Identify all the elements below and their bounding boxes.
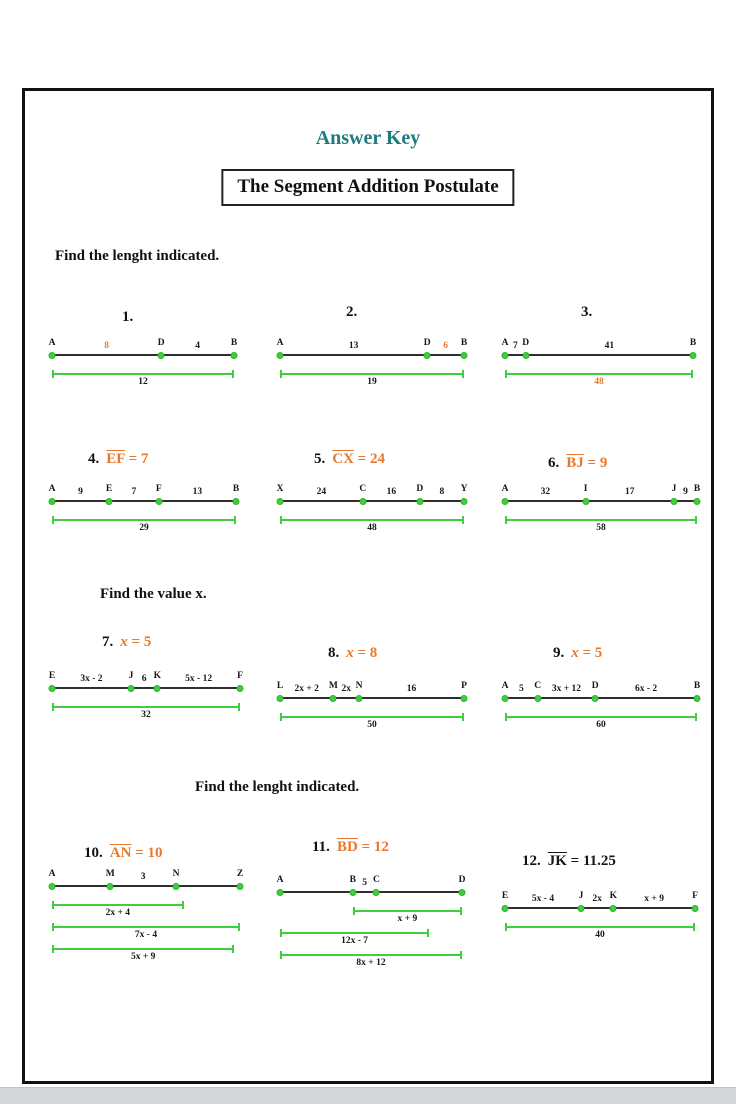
point-label: F	[692, 891, 698, 901]
measure-line	[52, 926, 240, 928]
problem-10-label	[84, 845, 162, 862]
segment-length-label: 24	[316, 487, 327, 497]
answer-value: = 5	[578, 645, 603, 661]
measure-line	[52, 373, 234, 375]
answer-value: = 7	[124, 451, 149, 467]
point-dot	[277, 889, 284, 896]
point-dot	[233, 498, 240, 505]
point-dot	[107, 883, 114, 890]
point-dot	[356, 695, 363, 702]
segment-length-label: 8	[439, 487, 445, 497]
answer-segment: $\overline{CX}$	[332, 451, 354, 467]
point-label: J	[128, 671, 134, 681]
problem-8	[276, 645, 467, 790]
point-dot	[359, 498, 366, 505]
point-label: A	[501, 338, 509, 348]
point-dot	[349, 889, 356, 896]
point-dot	[237, 883, 244, 890]
answer-value: = 9	[583, 455, 608, 471]
measure-line	[280, 954, 462, 956]
measure-line	[52, 904, 184, 906]
problem-12	[501, 853, 698, 1000]
problem-6-diagram	[501, 483, 701, 593]
measure-line	[280, 373, 464, 375]
point-dot	[592, 695, 599, 702]
point-dot	[373, 889, 380, 896]
point-label: B	[349, 875, 356, 885]
problem-2-diagram	[276, 337, 468, 447]
measure-line	[52, 519, 236, 521]
point-label: A	[276, 875, 284, 885]
worksheet-title: The Segment Addition Postulate	[221, 169, 514, 206]
segment-length-label: 5	[518, 684, 524, 694]
problem-3-label	[581, 304, 599, 321]
answer-value: = 12	[357, 839, 389, 855]
problem-3-diagram	[501, 337, 697, 447]
segment-line	[505, 907, 695, 909]
answer-segment: x	[346, 645, 354, 661]
point-label: K	[153, 671, 161, 681]
measure-label: 40	[595, 930, 605, 940]
problem-9-diagram	[501, 680, 701, 790]
point-dot	[502, 905, 509, 912]
segment-length-label: 2x	[341, 684, 351, 694]
problem-number: 5.	[314, 451, 326, 467]
point-dot	[459, 889, 466, 896]
segment-line	[505, 500, 697, 502]
point-label: P	[461, 681, 467, 691]
segment-length-label: 16	[406, 684, 417, 694]
point-dot	[154, 685, 161, 692]
point-dot	[173, 883, 180, 890]
point-dot	[522, 352, 529, 359]
problem-5	[276, 451, 468, 593]
point-dot	[690, 352, 697, 359]
point-label: D	[591, 681, 599, 691]
answer-value: = 10	[131, 845, 163, 861]
measure-label: 8x + 12	[356, 958, 386, 968]
problem-4	[48, 451, 240, 593]
problem-10	[48, 845, 244, 978]
point-dot	[330, 695, 337, 702]
answer-segment: x	[571, 645, 579, 661]
point-label: B	[460, 338, 468, 348]
segment-length-label: 6	[443, 341, 448, 351]
point-dot	[610, 905, 617, 912]
measure-label: 12x - 7	[341, 936, 369, 946]
point-dot	[277, 695, 284, 702]
measure-label: 48	[367, 523, 377, 533]
point-dot	[578, 905, 585, 912]
problem-number: 4.	[88, 451, 100, 467]
point-dot	[49, 352, 56, 359]
problem-1-label	[122, 309, 140, 326]
point-dot	[237, 685, 244, 692]
problem-number: 6.	[548, 455, 560, 471]
answer-value: = 24	[353, 451, 385, 467]
point-label: F	[155, 484, 162, 494]
point-label: Z	[236, 869, 244, 879]
answer-segment: $\overline{AN}$	[109, 845, 132, 861]
measure-label: 12	[138, 377, 148, 387]
point-label: Y	[460, 484, 468, 494]
problem-1	[48, 309, 238, 447]
point-label: A	[501, 484, 509, 494]
measure-label: 60	[596, 720, 606, 730]
point-label: D	[416, 484, 424, 494]
problem-number: 11.	[312, 839, 330, 855]
point-dot	[461, 498, 468, 505]
segment-length-label: 5	[362, 878, 367, 888]
point-dot	[127, 685, 134, 692]
answer-key-label: Answer Key	[315, 127, 421, 149]
measure-line	[505, 519, 697, 521]
point-dot	[424, 352, 431, 359]
problem-4-label	[88, 451, 148, 468]
measure-line	[505, 373, 693, 375]
problem-4-diagram	[48, 483, 240, 593]
segment-line	[280, 891, 462, 893]
answer-segment: $\overline{JK}$	[547, 853, 567, 869]
point-dot	[49, 883, 56, 890]
measure-line	[353, 910, 462, 912]
point-label: A	[276, 338, 284, 348]
answer-segment: $\overline{EF}$	[106, 451, 125, 467]
point-dot	[277, 498, 284, 505]
point-dot	[534, 695, 541, 702]
problem-11-label	[312, 839, 389, 856]
problem-8-diagram	[276, 680, 467, 790]
measure-label: 58	[596, 523, 606, 533]
segment-length-label: 9	[683, 487, 688, 497]
problem-2-label	[346, 304, 364, 321]
segment-length-label: 13	[348, 341, 359, 351]
point-label: D	[423, 338, 431, 348]
page-footer-bar	[0, 1087, 736, 1104]
point-dot	[502, 352, 509, 359]
point-label: B	[689, 338, 697, 348]
point-label: D	[522, 338, 530, 348]
segment-line	[52, 354, 234, 356]
segment-length-label: 16	[386, 487, 397, 497]
problem-7-label	[102, 634, 151, 651]
segment-length-label: 9	[78, 487, 83, 497]
problem-number: 8.	[328, 645, 340, 661]
segment-line	[280, 500, 464, 502]
problem-5-label	[314, 451, 385, 468]
segment-length-label: 6	[141, 674, 147, 684]
segment-length-label: 2x	[592, 894, 602, 904]
problem-9	[501, 645, 701, 790]
point-label: C	[359, 484, 367, 494]
point-label: M	[328, 681, 338, 691]
segment-length-label: 3x - 2	[80, 674, 103, 684]
point-dot	[502, 498, 509, 505]
problem-10-diagram	[48, 868, 244, 978]
measure-line	[280, 519, 464, 521]
segment-length-label: 5x - 12	[185, 674, 213, 684]
point-dot	[158, 352, 165, 359]
point-dot	[106, 498, 113, 505]
problem-12-diagram	[501, 890, 698, 1000]
point-label: B	[232, 484, 240, 494]
point-dot	[49, 685, 56, 692]
point-label: D	[458, 875, 466, 885]
measure-label: 5x + 9	[130, 952, 156, 962]
section-heading-1: Find the lenght indicated.	[55, 248, 220, 264]
point-label: J	[578, 891, 584, 901]
problem-7-diagram	[48, 670, 243, 780]
segment-line	[52, 885, 240, 887]
problem-number: 12.	[522, 853, 541, 869]
point-label: N	[172, 869, 180, 879]
point-dot	[155, 498, 162, 505]
segment-length-label: 7	[131, 487, 137, 497]
point-label: E	[48, 671, 56, 681]
point-label: C	[534, 681, 542, 691]
measure-line	[505, 926, 695, 928]
point-dot	[502, 695, 509, 702]
segment-length-label: 3x + 12	[551, 684, 582, 694]
point-label: L	[276, 681, 284, 691]
segment-length-label: 6x - 2	[635, 684, 658, 694]
problem-1-diagram	[48, 337, 238, 447]
point-label: A	[48, 338, 56, 348]
problem-11-diagram	[276, 874, 466, 984]
segment-length-label: 32	[540, 487, 551, 497]
problem-number: 1.	[122, 309, 134, 325]
segment-length-label: 17	[625, 487, 635, 497]
segment-length-label: 3	[140, 872, 146, 882]
segment-length-label: 7	[512, 341, 518, 351]
problem-11	[276, 839, 466, 984]
section-heading-2: Find the value x.	[100, 586, 207, 602]
point-label: I	[583, 484, 588, 494]
measure-label: 2x + 4	[105, 908, 131, 918]
problem-8-label	[328, 645, 377, 662]
problem-3	[501, 304, 697, 447]
point-label: B	[230, 338, 238, 348]
measure-line	[280, 932, 429, 934]
measure-label: 7x - 4	[134, 930, 158, 940]
problem-9-label	[553, 645, 602, 662]
measure-label: x + 9	[397, 914, 418, 924]
point-label: E	[501, 891, 509, 901]
problem-number: 10.	[84, 845, 103, 861]
answer-value: = 11.25	[566, 853, 616, 869]
problem-number: 7.	[102, 634, 114, 650]
point-label: D	[157, 338, 165, 348]
segment-length-label: 4	[195, 341, 200, 351]
segment-length-label: 41	[604, 341, 615, 351]
point-dot	[49, 498, 56, 505]
problem-7	[48, 634, 243, 780]
problem-number: 9.	[553, 645, 565, 661]
segment-length-label: 13	[192, 487, 203, 497]
segment-length-label: 5x - 4	[531, 894, 555, 904]
segment-length-label: x + 9	[644, 894, 664, 904]
point-label: X	[276, 484, 284, 494]
point-label: B	[693, 681, 701, 691]
problem-6-label	[548, 455, 607, 472]
measure-line	[280, 716, 464, 718]
measure-line	[52, 948, 234, 950]
point-dot	[277, 352, 284, 359]
point-label: C	[373, 875, 380, 885]
point-label: J	[671, 484, 677, 494]
measure-line	[505, 716, 697, 718]
measure-label: 48	[594, 377, 604, 387]
segment-line	[505, 354, 693, 356]
segment-length-label: 8	[104, 341, 109, 351]
point-dot	[231, 352, 238, 359]
problem-12-label	[522, 853, 616, 870]
point-dot	[694, 498, 701, 505]
answer-segment: $\overline{BD}$	[336, 839, 358, 855]
segment-line	[280, 697, 464, 699]
answer-value: = 8	[353, 645, 378, 661]
point-label: B	[693, 484, 701, 494]
answer-value: = 5	[127, 634, 152, 650]
measure-label: 32	[141, 710, 151, 720]
segment-line	[280, 354, 464, 356]
measure-label: 29	[139, 523, 149, 533]
answer-segment: x	[120, 634, 128, 650]
point-label: M	[105, 869, 115, 879]
point-label: A	[48, 869, 56, 879]
point-label: N	[355, 681, 363, 691]
measure-line	[52, 706, 240, 708]
point-dot	[694, 695, 701, 702]
point-dot	[461, 352, 468, 359]
segment-line	[52, 500, 236, 502]
point-dot	[692, 905, 699, 912]
problem-2	[276, 304, 468, 447]
point-label: E	[105, 484, 113, 494]
section-heading-3: Find the lenght indicated.	[195, 779, 360, 795]
answer-segment: $\overline{BJ}$	[566, 455, 584, 471]
point-label: A	[48, 484, 56, 494]
point-dot	[582, 498, 589, 505]
problem-6	[501, 455, 701, 593]
point-label: A	[501, 681, 509, 691]
point-label: K	[609, 891, 617, 901]
point-label: F	[237, 671, 243, 681]
problem-number: 2.	[346, 304, 358, 320]
problem-5-diagram	[276, 483, 468, 593]
segment-length-label: 2x + 2	[294, 684, 319, 694]
measure-label: 19	[367, 377, 377, 387]
point-dot	[670, 498, 677, 505]
point-dot	[416, 498, 423, 505]
segment-line	[52, 687, 240, 689]
point-dot	[461, 695, 468, 702]
problem-number: 3.	[581, 304, 593, 320]
measure-label: 50	[367, 720, 377, 730]
